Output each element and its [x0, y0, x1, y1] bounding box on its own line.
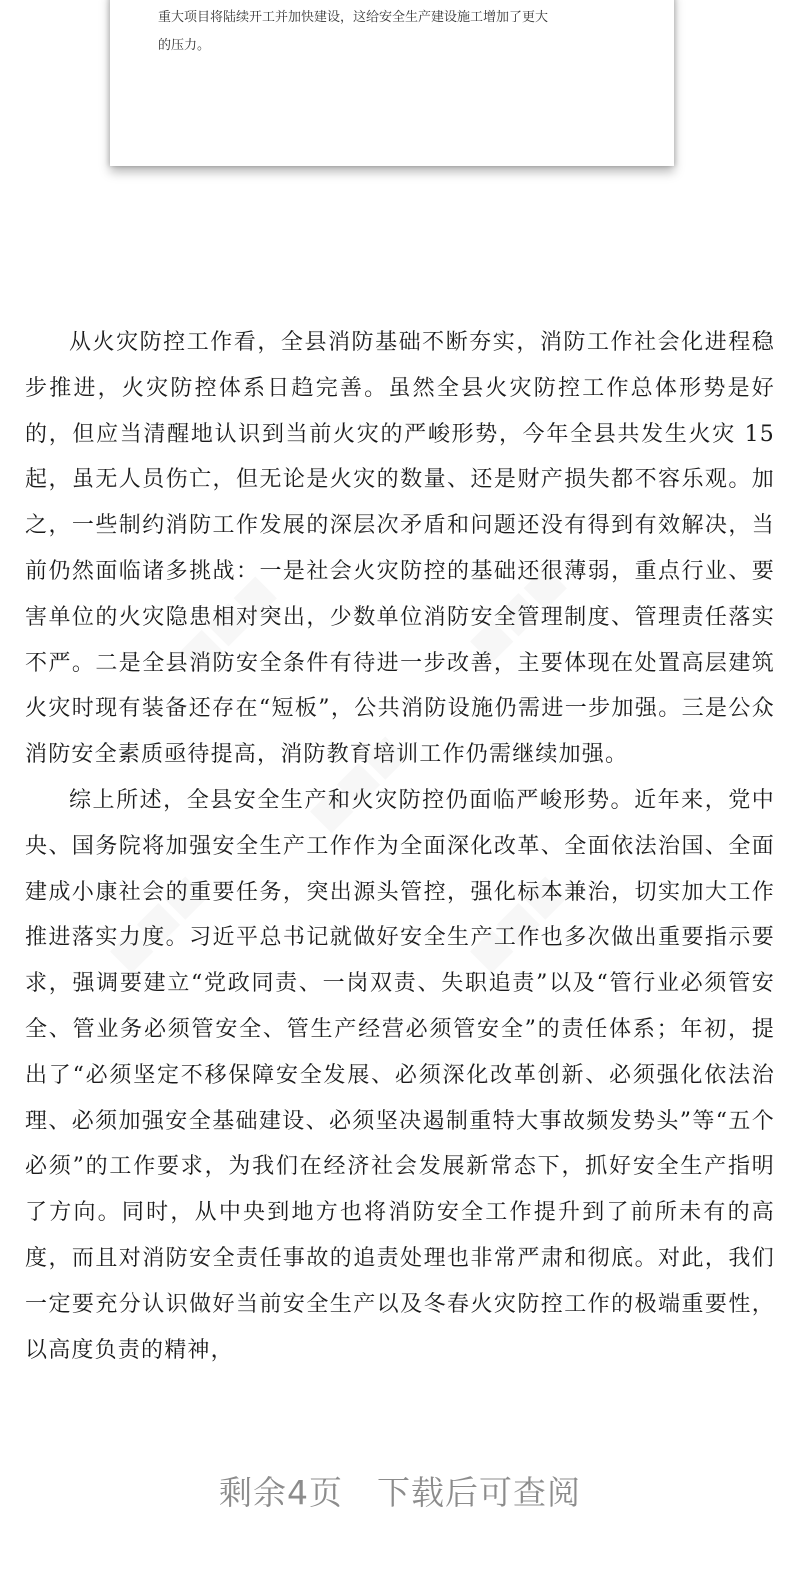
paragraph: 综上所述，全县安全生产和火灾防控仍面临严峻形势。近年来，党中央、国务院将加强安全生产工作作为全面深化改革、全面依法治国、全面建成小康社会的重要任务，突出源头管控，强化标本兼治，切实加大工作推进落实力度。习近平总书记就做好安全生产工作也多次做出重要指示要求，强调要建立“党政同责、一岗双责、失职追责”以及“管行业必须管安全、管业务必须管安全、管生产经营必须管安全”的责任体系；年初，提出了“必须坚定不移保障安全发展、必须深化改革创新、必须强化依法治理、必须加强安全基础建设、必须坚决遏制重特大事故频发势头”等“五个必须”的工作要求，为我们在经济社会发展新常态下，抓好安全生产指明了方向。同时，从中央到地方也将消防安全工作提升到了前所未有的高度，而且对消防安全责任事故的追责处理也非常严肃和彻底。对此，我们一定要充分认识做好当前安全生产以及冬春火灾防控工作的极端重要性，以高度负责的精神， [25, 787, 775, 1363]
paragraph: 从火灾防控工作看，全县消防基础不断夯实，消防工作社会化进程稳步推进，火灾防控体系日趋完善。虽然全县火灾防控工作总体形势是好的，但应当清醒地认识到当前火灾的严峻形势，今年全县共发生火灾 15 起，虽无人员伤亡，但无论是火灾的数量、还是财产损失都不容乐观。加之，一些制约消防工作发展的深层次矛盾和问题还没有得到有效解决，当前仍然面临诸多挑战：一是社会火灾防控的基础还很薄弱，重点行业、要害单位的火灾隐患相对突出，少数单位消防安全管理制度、管理责任落实不严。二是全县消防安全条件有待进一步改善，主要体现在处置高层建筑火灾时现有装备还存在“短板”，公共消防设施仍需进一步加强。三是公众消防安全素质亟待提高，消防教育培训工作仍需继续加强。 [25, 330, 775, 768]
preview-text [158, 0, 628, 60]
download-prompt[interactable] [0, 1467, 800, 1514]
document-body [25, 320, 775, 1373]
preview-page-card [110, 0, 674, 166]
watermark: ■■■ [460, 866, 574, 980]
download-to-view-label: 下载后可查阅 [377, 1473, 581, 1512]
remaining-pages-label: 剩余4页 [219, 1473, 343, 1512]
watermark: ■■■ [300, 726, 414, 840]
preview-line: 重大项目将陆续开工并加快建设，这给安全生产建设施工增加了更大 [158, 10, 549, 25]
watermark: ■■■ [100, 866, 214, 980]
watermark: ■■■ [460, 556, 574, 670]
preview-line: 的压力。 [158, 38, 211, 53]
watermark: ■■■ [170, 566, 284, 680]
